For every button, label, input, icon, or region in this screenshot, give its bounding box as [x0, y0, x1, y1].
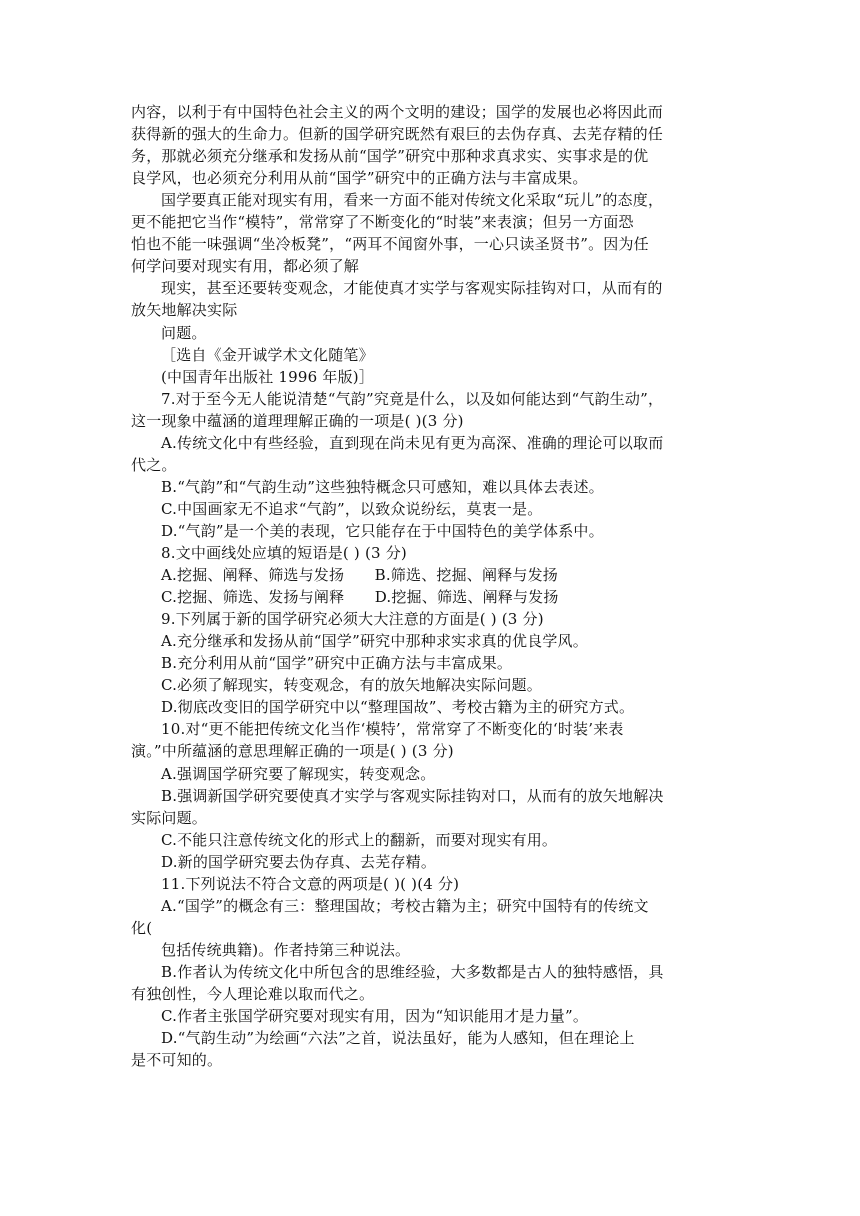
- text-line: 务，那就必须充分继承和发扬从前“国学”研究中那种求真求实、实事求是的优: [131, 147, 649, 166]
- text-line: 国学要真正能对现实有用，看来一方面不能对传统文化采取“玩儿”的态度，: [161, 191, 664, 210]
- text-line: A.传统文化中有些经验，直到现在尚未见有更为高深、准确的理论可以取而: [161, 433, 664, 452]
- text-line: 8.文中画线处应填的短语是( ) (3 分): [161, 544, 407, 562]
- text-line: B.充分利用从前“国学”研究中正确方法与丰富成果。: [161, 654, 513, 673]
- text-line: B.“气韵”和“气韵生动”这些独特概念只可感知，难以具体去表述。: [161, 477, 604, 496]
- text-line: 演。”中所蕴涵的意思理解正确的一项是( ) (3 分): [131, 742, 454, 761]
- text-line: A.强调国学研究要了解现实，转变观念。: [161, 764, 436, 783]
- text-line: 化(: [131, 918, 153, 937]
- text-line: C.挖掘、筛选、发扬与阐释 D.挖掘、筛选、阐释与发扬: [161, 588, 559, 607]
- text-line: C.必须了解现实，转变观念，有的放矢地解决实际问题。: [161, 676, 542, 695]
- text-line: 放矢地解决实际: [131, 301, 238, 320]
- text-line: B.作者认为传统文化中所包含的思维经验，大多数都是古人的独特感悟，具: [161, 962, 664, 981]
- text-line: C.不能只注意传统文化的形式上的翻新，而要对现实有用。: [161, 830, 558, 849]
- text-line: 10.对“更不能把传统文化当作‘模特’，常常穿了不断变化的‘时装’来表: [161, 720, 624, 739]
- text-line: D.新的国学研究要去伪存真、去芜存精。: [161, 852, 437, 871]
- text-line: 问题。: [161, 323, 207, 342]
- text-line: D.“气韵”是一个美的表现，它只能存在于中国特色的美学体系中。: [161, 521, 604, 540]
- text-line: 内容，以利于有中国特色社会主义的两个文明的建设；国学的发展也必将因此而: [131, 103, 664, 121]
- text-line: 9.下列属于新的国学研究必须大大注意的方面是( ) (3 分): [161, 610, 544, 629]
- text-line: D.彻底改变旧的国学研究中以“整理国故”、考校古籍为主的研究方式。: [161, 698, 635, 717]
- text-line: (中国青年出版社 1996 年版)］: [161, 367, 375, 386]
- text-line: A.“国学”的概念有三：整理国故；考校古籍为主；研究中国特有的传统文: [161, 896, 649, 915]
- text-line: C.作者主张国学研究要对现实有用，因为“知识能用才是力量”。: [161, 1007, 589, 1026]
- text-line: 何学问要对现实有用，都必须了解: [131, 257, 360, 276]
- text-line: A.充分继承和发扬从前“国学”研究中那种求实求真的优良学风。: [161, 632, 588, 651]
- text-line: 有独创性，今人理论难以取而代之。: [131, 985, 375, 1003]
- text-line: 怕也不能一味强调“坐冷板凳”，“两耳不闻窗外事，一心只读圣贤书”。因为任: [131, 235, 649, 254]
- text-line: 包括传统典籍)。作者持第三种说法。: [161, 940, 411, 959]
- text-line: 更不能把它当作“模特”，常常穿了不断变化的“时装”来表演；但另一方面恐: [131, 213, 634, 232]
- text-line: ［选自《金开诚学术文化随笔》: [161, 345, 374, 364]
- text-line: A.挖掘、阐释、筛选与发扬 B.筛选、挖掘、阐释与发扬: [161, 566, 558, 585]
- text-line: D.“气韵生动”为绘画“六法”之首，说法虽好，能为人感知，但在理论上: [161, 1029, 635, 1048]
- text-line: B.强调新国学研究要使真才实学与客观实际挂钩对口，从而有的放矢地解决: [161, 786, 664, 805]
- text-line: 现实，甚至还要转变观念，才能使真才实学与客观实际挂钩对口，从而有的: [161, 279, 663, 298]
- text-line: 获得新的强大的生命力。但新的国学研究既然有艰巨的去伪存真、去芜存精的任: [131, 125, 664, 144]
- text-line: 这一现象中蕴涵的道理理解正确的一项是( )(3 分): [131, 411, 464, 430]
- text-line: 实际问题。: [131, 808, 208, 827]
- text-line: 是不可知的。: [131, 1051, 223, 1070]
- text-line: 11.下列说法不符合文意的两项是( )( )(4 分): [161, 874, 460, 893]
- text-line: 良学风，也必须充分利用从前“国学”研究中的正确方法与丰富成果。: [131, 169, 588, 188]
- text-line: 代之。: [131, 455, 177, 474]
- text-line: C.中国画家无不追求“气韵”，以致众说纷纭，莫衷一是。: [161, 499, 543, 518]
- text-line: 7.对于至今无人能说清楚“气韵”究竟是什么，以及如何能达到“气韵生动”，: [161, 389, 664, 408]
